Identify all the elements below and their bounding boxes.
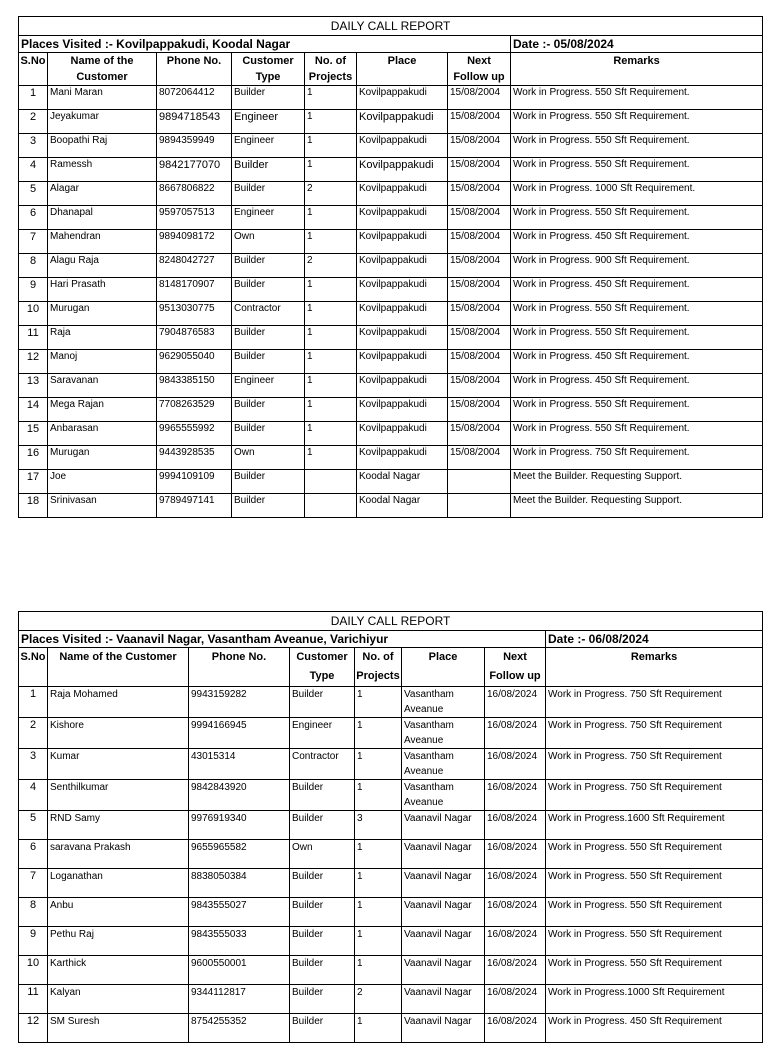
phone-cell: 9443928535	[157, 446, 232, 470]
phone-cell: 8667806822	[157, 182, 232, 206]
remarks-cell: Work in Progress. 550 Sft Requirement.	[511, 110, 763, 134]
table-row	[19, 158, 763, 182]
remarks-cell: Work in Progress. 550 Sft Requirement.	[511, 134, 763, 158]
customer-type-cell: Builder	[232, 350, 305, 374]
place-header: Place	[402, 648, 485, 687]
follow-up-header: Next Follow up	[485, 648, 546, 687]
remarks-cell: Work in Progress. 550 Sft Requirement	[546, 927, 763, 956]
place-cell: Vaanavil Nagar	[402, 956, 485, 985]
follow-up-cell: 16/08/2024	[485, 780, 546, 811]
customer-name-cell: SM Suresh	[48, 1014, 189, 1043]
customer-type-cell: Engineer	[232, 374, 305, 398]
sno-cell: 18	[19, 494, 48, 518]
follow-up-cell: 15/08/2004	[448, 398, 511, 422]
phone-cell: 8838050384	[189, 869, 290, 898]
place-cell: Koodal Nagar	[357, 470, 448, 494]
place-cell: Kovilpappakudi	[357, 158, 448, 182]
remarks-cell: Work in Progress. 550 Sft Requirement.	[511, 398, 763, 422]
place-cell: Vaanavil Nagar	[402, 1014, 485, 1043]
sno-cell: 1	[19, 86, 48, 110]
remarks-cell: Work in Progress. 750 Sft Requirement	[546, 718, 763, 749]
sno-cell: 8	[19, 254, 48, 278]
projects-cell: 1	[355, 927, 402, 956]
table-row	[19, 985, 763, 1014]
remarks-cell: Work in Progress. 750 Sft Requirement	[546, 687, 763, 718]
place-cell: Kovilpappakudi	[357, 422, 448, 446]
place-cell: Vaanavil Nagar	[402, 811, 485, 840]
follow-up-cell: 15/08/2004	[448, 302, 511, 326]
phone-cell: 9943159282	[189, 687, 290, 718]
remarks-cell: Work in Progress. 750 Sft Requirement	[546, 749, 763, 780]
phone-cell: 9894359949	[157, 134, 232, 158]
place-cell: Vaanavil Nagar	[402, 898, 485, 927]
remarks-cell: Meet the Builder. Requesting Support.	[511, 470, 763, 494]
follow-up-cell: 15/08/2004	[448, 446, 511, 470]
table-row	[19, 446, 763, 470]
projects-cell: 1	[305, 230, 357, 254]
sno-cell: 1	[19, 687, 48, 718]
places-visited: Places Visited :- Kovilpappakudi, Koodal Nagar	[19, 36, 511, 53]
projects-cell: 1	[305, 278, 357, 302]
phone-cell: 8148170907	[157, 278, 232, 302]
projects-cell	[305, 470, 357, 494]
remarks-cell: Work in Progress. 1000 Sft Requirement.	[511, 182, 763, 206]
customer-type-cell: Builder	[290, 927, 355, 956]
follow-up-header: Next Follow up	[448, 53, 511, 86]
phone-cell: 9629055040	[157, 350, 232, 374]
table-row	[19, 326, 763, 350]
phone-cell: 8248042727	[157, 254, 232, 278]
phone-header: Phone No.	[157, 53, 232, 86]
phone-cell: 9655965582	[189, 840, 290, 869]
remarks-cell: Work in Progress. 550 Sft Requirement	[546, 869, 763, 898]
place-cell: Vaanavil Nagar	[402, 869, 485, 898]
table-row	[19, 254, 763, 278]
remarks-cell: Work in Progress. 550 Sft Requirement.	[511, 158, 763, 182]
table-row	[19, 1014, 763, 1043]
sno-cell: 17	[19, 470, 48, 494]
phone-cell: 9789497141	[157, 494, 232, 518]
projects-cell: 1	[355, 840, 402, 869]
follow-up-cell	[448, 470, 511, 494]
table-row	[19, 134, 763, 158]
place-cell: Vaanavil Nagar	[402, 840, 485, 869]
follow-up-cell: 16/08/2024	[485, 927, 546, 956]
follow-up-cell: 15/08/2004	[448, 158, 511, 182]
projects-cell: 1	[305, 302, 357, 326]
customer-type-cell: Builder	[232, 86, 305, 110]
follow-up-cell: 16/08/2024	[485, 956, 546, 985]
sno-cell: 5	[19, 182, 48, 206]
table-row	[19, 110, 763, 134]
phone-cell: 9843555027	[189, 898, 290, 927]
phone-cell: 9600550001	[189, 956, 290, 985]
sno-cell: 14	[19, 398, 48, 422]
sno-cell: 6	[19, 840, 48, 869]
daily-call-report-table-2	[18, 611, 763, 1043]
table-row	[19, 422, 763, 446]
follow-up-cell: 16/08/2024	[485, 1014, 546, 1043]
phone-header: Phone No.	[189, 648, 290, 687]
customer-name-cell: Boopathi Raj	[48, 134, 157, 158]
report-date: Date :- 05/08/2024	[511, 36, 763, 53]
customer-type-cell: Engineer	[290, 718, 355, 749]
follow-up-cell: 16/08/2024	[485, 840, 546, 869]
follow-up-cell: 15/08/2004	[448, 374, 511, 398]
table-row	[19, 956, 763, 985]
phone-cell: 9894098172	[157, 230, 232, 254]
customer-type-cell: Contractor	[232, 302, 305, 326]
place-cell: Kovilpappakudi	[357, 110, 448, 134]
table-row	[19, 927, 763, 956]
table-row	[19, 350, 763, 374]
customer-name-cell: Murugan	[48, 302, 157, 326]
follow-up-cell: 15/08/2004	[448, 134, 511, 158]
sno-cell: 9	[19, 278, 48, 302]
customer-type-cell: Builder	[290, 956, 355, 985]
follow-up-cell: 15/08/2004	[448, 326, 511, 350]
remarks-cell: Work in Progress. 550 Sft Requirement.	[511, 86, 763, 110]
place-cell: Kovilpappakudi	[357, 86, 448, 110]
follow-up-cell: 15/08/2004	[448, 350, 511, 374]
customer-name-cell: Pethu Raj	[48, 927, 189, 956]
remarks-cell: Meet the Builder. Requesting Support.	[511, 494, 763, 518]
table-row	[19, 780, 763, 811]
customer-type-cell: Builder	[232, 326, 305, 350]
place-cell: Kovilpappakudi	[357, 350, 448, 374]
report-date: Date :- 06/08/2024	[546, 631, 763, 648]
phone-cell: 9842177070	[157, 158, 232, 182]
customer-name-cell: Dhanapal	[48, 206, 157, 230]
customer-name-cell: Mega Rajan	[48, 398, 157, 422]
customer-name-cell: Mahendran	[48, 230, 157, 254]
customer-name-cell: RND Samy	[48, 811, 189, 840]
table-row	[19, 811, 763, 840]
table-row	[19, 869, 763, 898]
customer-type-header: Customer Type	[232, 53, 305, 86]
customer-type-cell: Builder	[232, 278, 305, 302]
table-row	[19, 898, 763, 927]
projects-cell: 1	[355, 718, 402, 749]
phone-cell: 9842843920	[189, 780, 290, 811]
customer-type-cell: Builder	[232, 158, 305, 182]
projects-cell: 1	[305, 422, 357, 446]
place-cell: Kovilpappakudi	[357, 254, 448, 278]
remarks-cell: Work in Progress.1000 Sft Requirement	[546, 985, 763, 1014]
projects-cell: 1	[355, 687, 402, 718]
report-title: DAILY CALL REPORT	[19, 612, 763, 631]
customer-name-cell: Hari Prasath	[48, 278, 157, 302]
sno-cell: 5	[19, 811, 48, 840]
customer-name-cell: Raja Mohamed	[48, 687, 189, 718]
remarks-cell: Work in Progress. 550 Sft Requirement.	[511, 422, 763, 446]
remarks-cell: Work in Progress. 550 Sft Requirement.	[511, 206, 763, 230]
projects-cell: 1	[305, 134, 357, 158]
remarks-cell: Work in Progress.1600 Sft Requirement	[546, 811, 763, 840]
remarks-cell: Work in Progress. 450 Sft Requirement.	[511, 278, 763, 302]
remarks-header: Remarks	[546, 648, 763, 687]
follow-up-cell: 16/08/2024	[485, 749, 546, 780]
phone-cell: 9994166945	[189, 718, 290, 749]
table-row	[19, 840, 763, 869]
phone-cell: 7904876583	[157, 326, 232, 350]
projects-cell: 1	[355, 749, 402, 780]
daily-call-report-table-1	[18, 16, 763, 518]
phone-cell: 8754255352	[189, 1014, 290, 1043]
table-row	[19, 718, 763, 749]
customer-name-header: Name of the Customer	[48, 53, 157, 86]
phone-cell: 7708263529	[157, 398, 232, 422]
place-cell: Vaanavil Nagar	[402, 927, 485, 956]
projects-cell	[305, 494, 357, 518]
remarks-cell: Work in Progress. 450 Sft Requirement.	[511, 374, 763, 398]
customer-name-cell: Raja	[48, 326, 157, 350]
follow-up-cell: 15/08/2004	[448, 206, 511, 230]
customer-type-cell: Engineer	[232, 134, 305, 158]
phone-cell: 9843385150	[157, 374, 232, 398]
remarks-cell: Work in Progress. 550 Sft Requirement	[546, 956, 763, 985]
sno-cell: 10	[19, 956, 48, 985]
sno-cell: 12	[19, 350, 48, 374]
sno-cell: 3	[19, 749, 48, 780]
follow-up-cell: 16/08/2024	[485, 898, 546, 927]
remarks-cell: Work in Progress. 550 Sft Requirement	[546, 898, 763, 927]
place-cell: Vasantham Aveanue	[402, 780, 485, 811]
sno-cell: 6	[19, 206, 48, 230]
sno-cell: 12	[19, 1014, 48, 1043]
projects-cell: 1	[305, 86, 357, 110]
sno-cell: 15	[19, 422, 48, 446]
customer-name-cell: Kishore	[48, 718, 189, 749]
customer-name-cell: saravana Prakash	[48, 840, 189, 869]
place-cell: Vasantham Aveanue	[402, 687, 485, 718]
customer-type-cell: Own	[232, 230, 305, 254]
table-row	[19, 470, 763, 494]
projects-cell: 2	[355, 985, 402, 1014]
customer-name-cell: Kumar	[48, 749, 189, 780]
phone-cell: 9994109109	[157, 470, 232, 494]
customer-type-cell: Own	[290, 840, 355, 869]
customer-type-cell: Builder	[290, 869, 355, 898]
remarks-cell: Work in Progress. 550 Sft Requirement.	[511, 302, 763, 326]
sno-cell: 8	[19, 898, 48, 927]
customer-type-cell: Builder	[232, 470, 305, 494]
table-row	[19, 206, 763, 230]
place-header: Place	[357, 53, 448, 86]
customer-name-cell: Senthilkumar	[48, 780, 189, 811]
projects-header: No. of Projects	[355, 648, 402, 687]
projects-cell: 1	[305, 350, 357, 374]
phone-cell: 9894718543	[157, 110, 232, 134]
sno-cell: 4	[19, 158, 48, 182]
customer-name-cell: Srinivasan	[48, 494, 157, 518]
sno-cell: 16	[19, 446, 48, 470]
customer-name-cell: Murugan	[48, 446, 157, 470]
projects-cell: 1	[305, 374, 357, 398]
remarks-header: Remarks	[511, 53, 763, 86]
customer-type-cell: Contractor	[290, 749, 355, 780]
phone-cell: 9843555033	[189, 927, 290, 956]
sno-cell: 4	[19, 780, 48, 811]
customer-name-cell: Jeyakumar	[48, 110, 157, 134]
customer-type-cell: Builder	[232, 494, 305, 518]
table-row	[19, 374, 763, 398]
phone-cell: 9513030775	[157, 302, 232, 326]
sno-cell: 13	[19, 374, 48, 398]
follow-up-cell: 15/08/2004	[448, 86, 511, 110]
place-cell: Kovilpappakudi	[357, 278, 448, 302]
projects-cell: 1	[355, 1014, 402, 1043]
customer-type-header: Customer Type	[290, 648, 355, 687]
place-cell: Vaanavil Nagar	[402, 985, 485, 1014]
customer-name-cell: Anbu	[48, 898, 189, 927]
customer-name-cell: Manoj	[48, 350, 157, 374]
remarks-cell: Work in Progress. 450 Sft Requirement.	[511, 230, 763, 254]
remarks-cell: Work in Progress. 750 Sft Requirement	[546, 780, 763, 811]
follow-up-cell: 16/08/2024	[485, 687, 546, 718]
table-row	[19, 687, 763, 718]
phone-cell: 9344112817	[189, 985, 290, 1014]
projects-cell: 1	[305, 206, 357, 230]
projects-cell: 1	[355, 956, 402, 985]
follow-up-cell	[448, 494, 511, 518]
sno-cell: 10	[19, 302, 48, 326]
customer-type-cell: Own	[232, 446, 305, 470]
place-cell: Kovilpappakudi	[357, 374, 448, 398]
follow-up-cell: 15/08/2004	[448, 230, 511, 254]
customer-type-cell: Builder	[290, 1014, 355, 1043]
sno-cell: 7	[19, 869, 48, 898]
customer-name-cell: Joe	[48, 470, 157, 494]
customer-name-cell: Loganathan	[48, 869, 189, 898]
customer-type-cell: Engineer	[232, 110, 305, 134]
customer-type-cell: Builder	[232, 182, 305, 206]
customer-name-cell: Ramessh	[48, 158, 157, 182]
remarks-cell: Work in Progress. 550 Sft Requirement.	[511, 326, 763, 350]
follow-up-cell: 15/08/2004	[448, 110, 511, 134]
projects-cell: 1	[305, 110, 357, 134]
projects-cell: 1	[355, 869, 402, 898]
follow-up-cell: 16/08/2024	[485, 811, 546, 840]
place-cell: Kovilpappakudi	[357, 302, 448, 326]
projects-header: No. of Projects	[305, 53, 357, 86]
sno-cell: 11	[19, 326, 48, 350]
follow-up-cell: 16/08/2024	[485, 718, 546, 749]
place-cell: Kovilpappakudi	[357, 134, 448, 158]
customer-type-cell: Builder	[232, 422, 305, 446]
customer-name-header: Name of the Customer	[48, 648, 189, 687]
phone-cell: 43015314	[189, 749, 290, 780]
sno-header: S.No	[19, 53, 48, 86]
customer-type-cell: Builder	[232, 254, 305, 278]
sno-cell: 7	[19, 230, 48, 254]
place-cell: Kovilpappakudi	[357, 398, 448, 422]
follow-up-cell: 15/08/2004	[448, 278, 511, 302]
customer-name-cell: Saravanan	[48, 374, 157, 398]
projects-cell: 3	[355, 811, 402, 840]
place-cell: Kovilpappakudi	[357, 206, 448, 230]
customer-type-cell: Builder	[290, 811, 355, 840]
customer-name-cell: Karthick	[48, 956, 189, 985]
phone-cell: 9597057513	[157, 206, 232, 230]
place-cell: Koodal Nagar	[357, 494, 448, 518]
customer-type-cell: Engineer	[232, 206, 305, 230]
table-row	[19, 230, 763, 254]
projects-cell: 1	[305, 326, 357, 350]
place-cell: Vasantham Aveanue	[402, 749, 485, 780]
sno-cell: 11	[19, 985, 48, 1014]
customer-name-cell: Mani Maran	[48, 86, 157, 110]
projects-cell: 1	[355, 780, 402, 811]
customer-name-cell: Alagar	[48, 182, 157, 206]
report-title: DAILY CALL REPORT	[19, 17, 763, 36]
remarks-cell: Work in Progress. 450 Sft Requirement.	[511, 350, 763, 374]
phone-cell: 8072064412	[157, 86, 232, 110]
projects-cell: 2	[305, 182, 357, 206]
table-row	[19, 494, 763, 518]
follow-up-cell: 15/08/2004	[448, 254, 511, 278]
customer-type-cell: Builder	[290, 687, 355, 718]
place-cell: Vasantham Aveanue	[402, 718, 485, 749]
sno-cell: 2	[19, 718, 48, 749]
phone-cell: 9976919340	[189, 811, 290, 840]
phone-cell: 9965555992	[157, 422, 232, 446]
place-cell: Kovilpappakudi	[357, 182, 448, 206]
places-visited: Places Visited :- Vaanavil Nagar, Vasantham Aveanue, Varichiyur	[19, 631, 546, 648]
projects-cell: 2	[305, 254, 357, 278]
follow-up-cell: 16/08/2024	[485, 985, 546, 1014]
customer-type-cell: Builder	[290, 898, 355, 927]
table-row	[19, 398, 763, 422]
place-cell: Kovilpappakudi	[357, 230, 448, 254]
sno-cell: 9	[19, 927, 48, 956]
customer-name-cell: Anbarasan	[48, 422, 157, 446]
remarks-cell: Work in Progress. 900 Sft Requirement.	[511, 254, 763, 278]
follow-up-cell: 16/08/2024	[485, 869, 546, 898]
projects-cell: 1	[305, 446, 357, 470]
customer-name-cell: Kalyan	[48, 985, 189, 1014]
sno-header: S.No	[19, 648, 48, 687]
place-cell: Kovilpappakudi	[357, 326, 448, 350]
remarks-cell: Work in Progress. 450 Sft Requirement	[546, 1014, 763, 1043]
customer-name-cell: Alagu Raja	[48, 254, 157, 278]
table-row	[19, 278, 763, 302]
customer-type-cell: Builder	[232, 398, 305, 422]
table-row	[19, 749, 763, 780]
table-row	[19, 182, 763, 206]
table-row	[19, 86, 763, 110]
customer-type-cell: Builder	[290, 985, 355, 1014]
remarks-cell: Work in Progress. 550 Sft Requirement	[546, 840, 763, 869]
table-row	[19, 302, 763, 326]
projects-cell: 1	[305, 398, 357, 422]
follow-up-cell: 15/08/2004	[448, 182, 511, 206]
sno-cell: 2	[19, 110, 48, 134]
projects-cell: 1	[305, 158, 357, 182]
follow-up-cell: 15/08/2004	[448, 422, 511, 446]
projects-cell: 1	[355, 898, 402, 927]
place-cell: Kovilpappakudi	[357, 446, 448, 470]
remarks-cell: Work in Progress. 750 Sft Requirement.	[511, 446, 763, 470]
sno-cell: 3	[19, 134, 48, 158]
customer-type-cell: Builder	[290, 780, 355, 811]
